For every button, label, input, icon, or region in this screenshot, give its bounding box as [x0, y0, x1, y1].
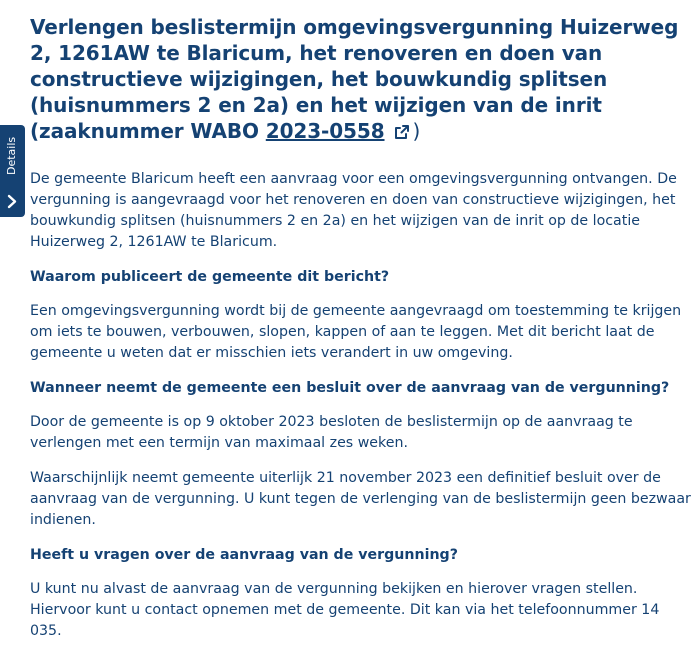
page-title-text: Verlengen beslistermijn omgevingsvergunning Huizerweg 2, 1261AW te Blaricum, het renoveren en doen van constructieve wijzigingen, het bouwkundig splitsen (huisnummers 2 en 2a) en het wijzigen van de inrit (zaaknummer WABO: [30, 15, 679, 143]
section-questions-paragraph: U kunt nu alvast de aanvraag van de vergunning bekijken en hierover vragen stellen. Hiervoor kunt u contact opnemen met de gemeente. Dit kan via het telefoonnummer 14 035.: [30, 581, 660, 639]
case-number-link[interactable]: 2023-0558: [265, 119, 385, 143]
section-when-paragraph-1: Door de gemeente is op 9 oktober 2023 besloten de beslistermijn op de aanvraag te verlengen met een termijn van maximaal zes weken.: [30, 414, 633, 451]
page-title: [30, 14, 694, 145]
details-side-tab[interactable]: [0, 125, 25, 217]
chevron-right-icon: [4, 193, 21, 214]
details-tab-label: Details: [5, 136, 18, 175]
page-title-closing: ): [412, 119, 421, 143]
section-when-paragraph-2: Waarschijnlijk neemt gemeente uiterlijk 21 november 2023 een definitief besluit over de aanvraag van de vergunning. U kunt tegen de verlenging van de beslistermijn geen bezwaar indienen.: [30, 470, 691, 528]
publication-content: [30, 14, 694, 656]
section-why-paragraph: Een omgevingsvergunning wordt bij de gemeente aangevraagd om toestemming te krijgen om iets te bouwen, verbouwen, slopen, kappen of aan te leggen. Met dit bericht laat de gemeente u weten dat er misschien iets verandert in uw omgeving.: [30, 303, 682, 361]
intro-paragraph: De gemeente Blaricum heeft een aanvraag voor een omgevingsvergunning ontvangen. De vergunning is aangevraagd voor het renoveren en doen van constructieve wijzigingen, het bouwkundig splitsen (huisnummers 2 en 2a) en het wijzigen van de inrit op de locatie Huizerweg 2, 1261AW te Blaricum.: [30, 171, 677, 250]
section-heading-questions: Heeft u vragen over de aanvraag van de vergunning?: [30, 547, 458, 563]
external-link-icon[interactable]: [395, 119, 409, 145]
section-heading-when: Wanneer neemt de gemeente een besluit over de aanvraag van de vergunning?: [30, 380, 670, 396]
section-heading-why: Waarom publiceert de gemeente dit bericht?: [30, 269, 390, 285]
